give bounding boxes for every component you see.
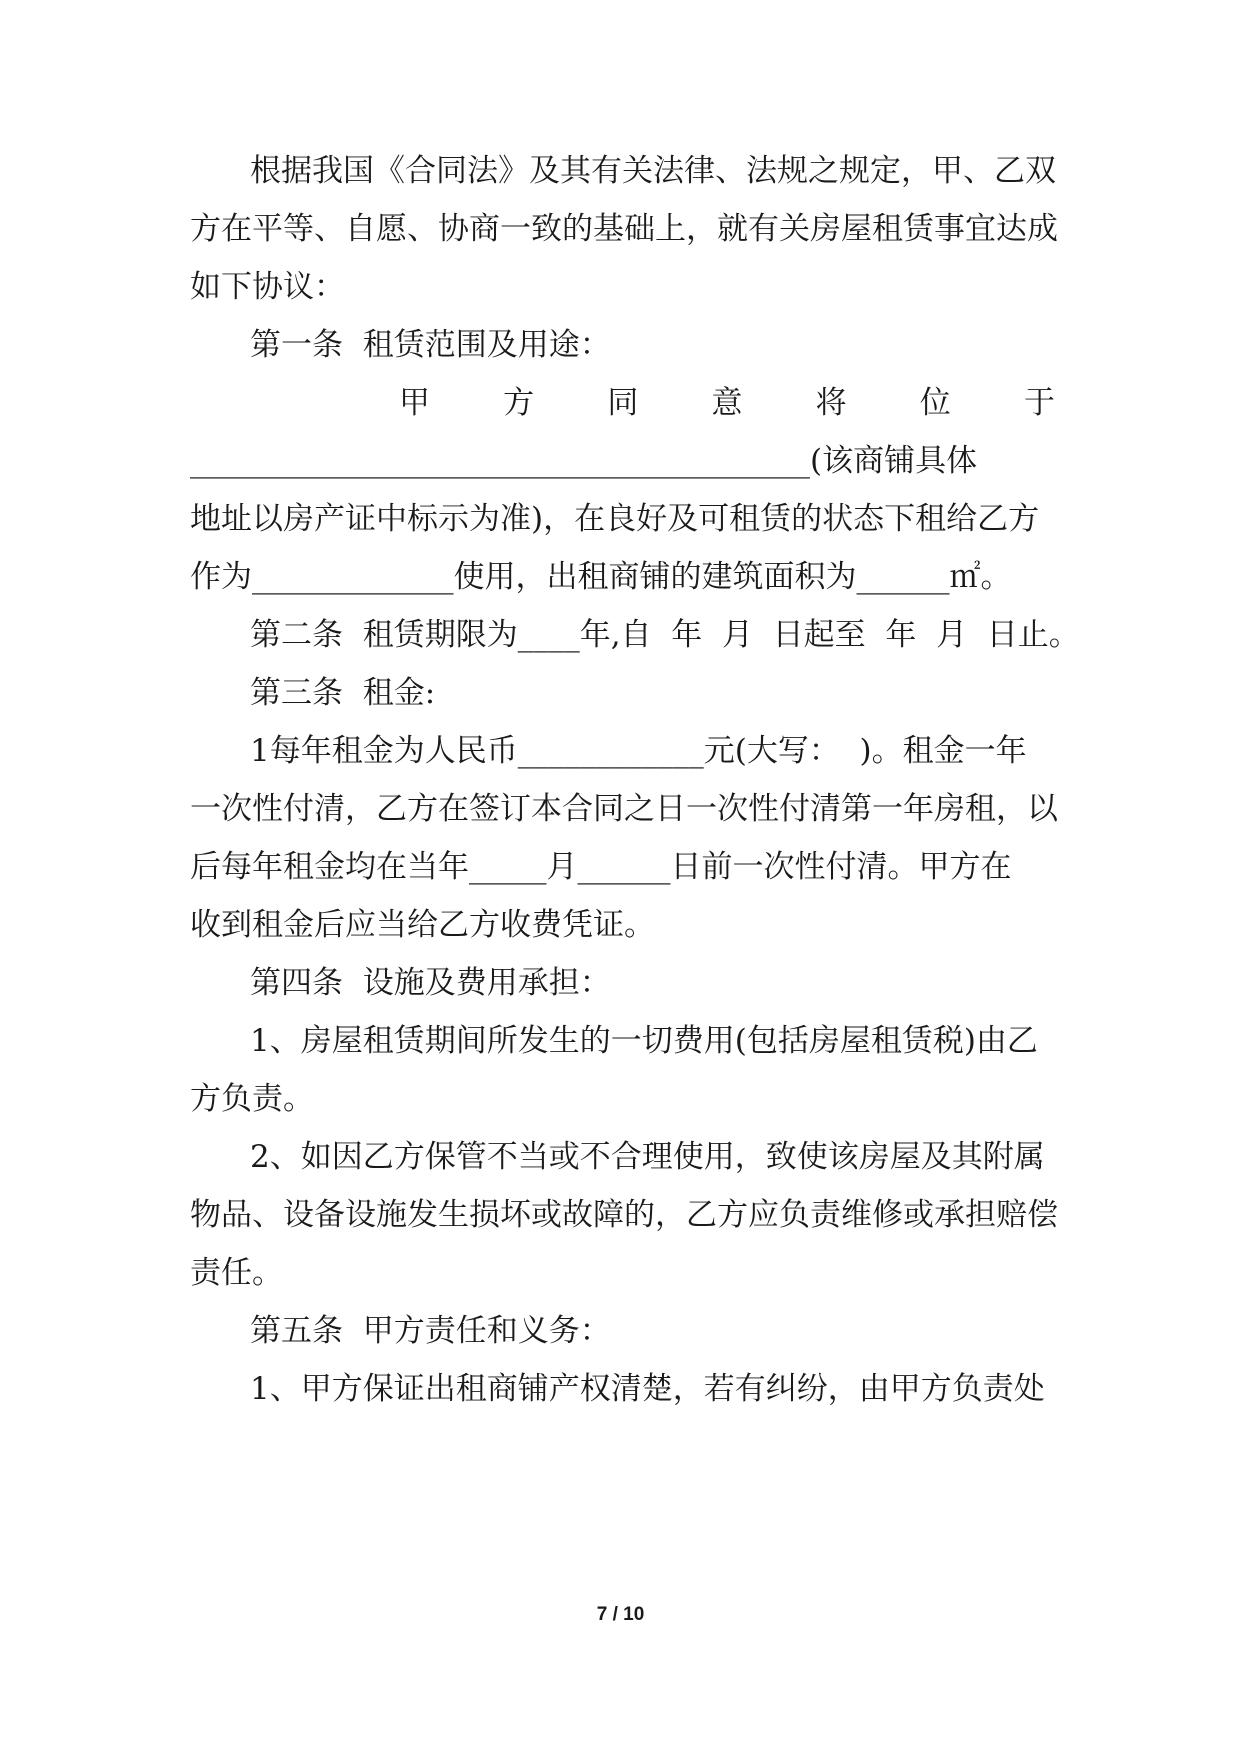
paragraph-line: 如下协议：	[190, 269, 345, 305]
article-heading: 第二条 租赁期限为____年,自 年 月 日起至 年 月 日止。	[250, 617, 1080, 653]
spaced-character: 将	[815, 385, 847, 421]
page-number: 7 / 10	[596, 1604, 645, 1625]
paragraph-line: 1、房屋租赁期间所发生的一切费用(包括房屋租赁税)由乙	[250, 1023, 1038, 1059]
spaced-character: 同	[607, 385, 639, 421]
paragraph-line: 地址以房产证中标示为准)，在良好及可租赁的状态下租给乙方	[190, 501, 1040, 537]
spaced-agreement-line	[399, 383, 1055, 423]
article-heading: 第三条 租金:	[250, 675, 436, 711]
paragraph-line: 1、甲方保证出租商铺产权清楚，若有纠纷，由甲方负责处	[250, 1371, 1045, 1407]
paragraph-line: 后每年租金均在当年_____月______日前一次性付清。甲方在	[190, 849, 1012, 885]
paragraph-line: 1每年租金为人民币____________元(大写： )。租金一年	[250, 733, 1027, 769]
spaced-character: 意	[711, 385, 743, 421]
paragraph-line: 责任。	[190, 1255, 283, 1291]
paragraph-line: ________________________________________(该商铺具体	[190, 443, 978, 479]
paragraph-line: 2、如因乙方保管不当或不合理使用，致使该房屋及其附属	[250, 1139, 1045, 1175]
paragraph-line: 作为_____________使用，出租商铺的建筑面积为______㎡。	[190, 559, 1012, 595]
paragraph-line: 根据我国《合同法》及其有关法律、法规之规定，甲、乙双	[250, 153, 1056, 189]
spaced-character: 方	[503, 385, 535, 421]
paragraph-line: 方负责。	[190, 1081, 314, 1117]
paragraph-line: 一次性付清，乙方在签订本合同之日一次性付清第一年房租，以	[190, 791, 1058, 827]
paragraph-line: 收到租金后应当给乙方收费凭证。	[190, 907, 655, 943]
article-heading: 第四条 设施及费用承担：	[250, 965, 611, 1001]
paragraph-line: 物品、设备设施发生损坏或故障的，乙方应负责维修或承担赔偿	[190, 1197, 1058, 1233]
article-heading: 第五条 甲方责任和义务：	[250, 1313, 611, 1349]
spaced-character: 位	[919, 385, 951, 421]
spaced-character: 甲	[399, 385, 430, 421]
article-heading: 第一条 租赁范围及用途：	[250, 327, 611, 363]
spaced-character: 于	[1023, 385, 1055, 421]
paragraph-line: 方在平等、自愿、协商一致的基础上，就有关房屋租赁事宜达成	[190, 211, 1058, 247]
